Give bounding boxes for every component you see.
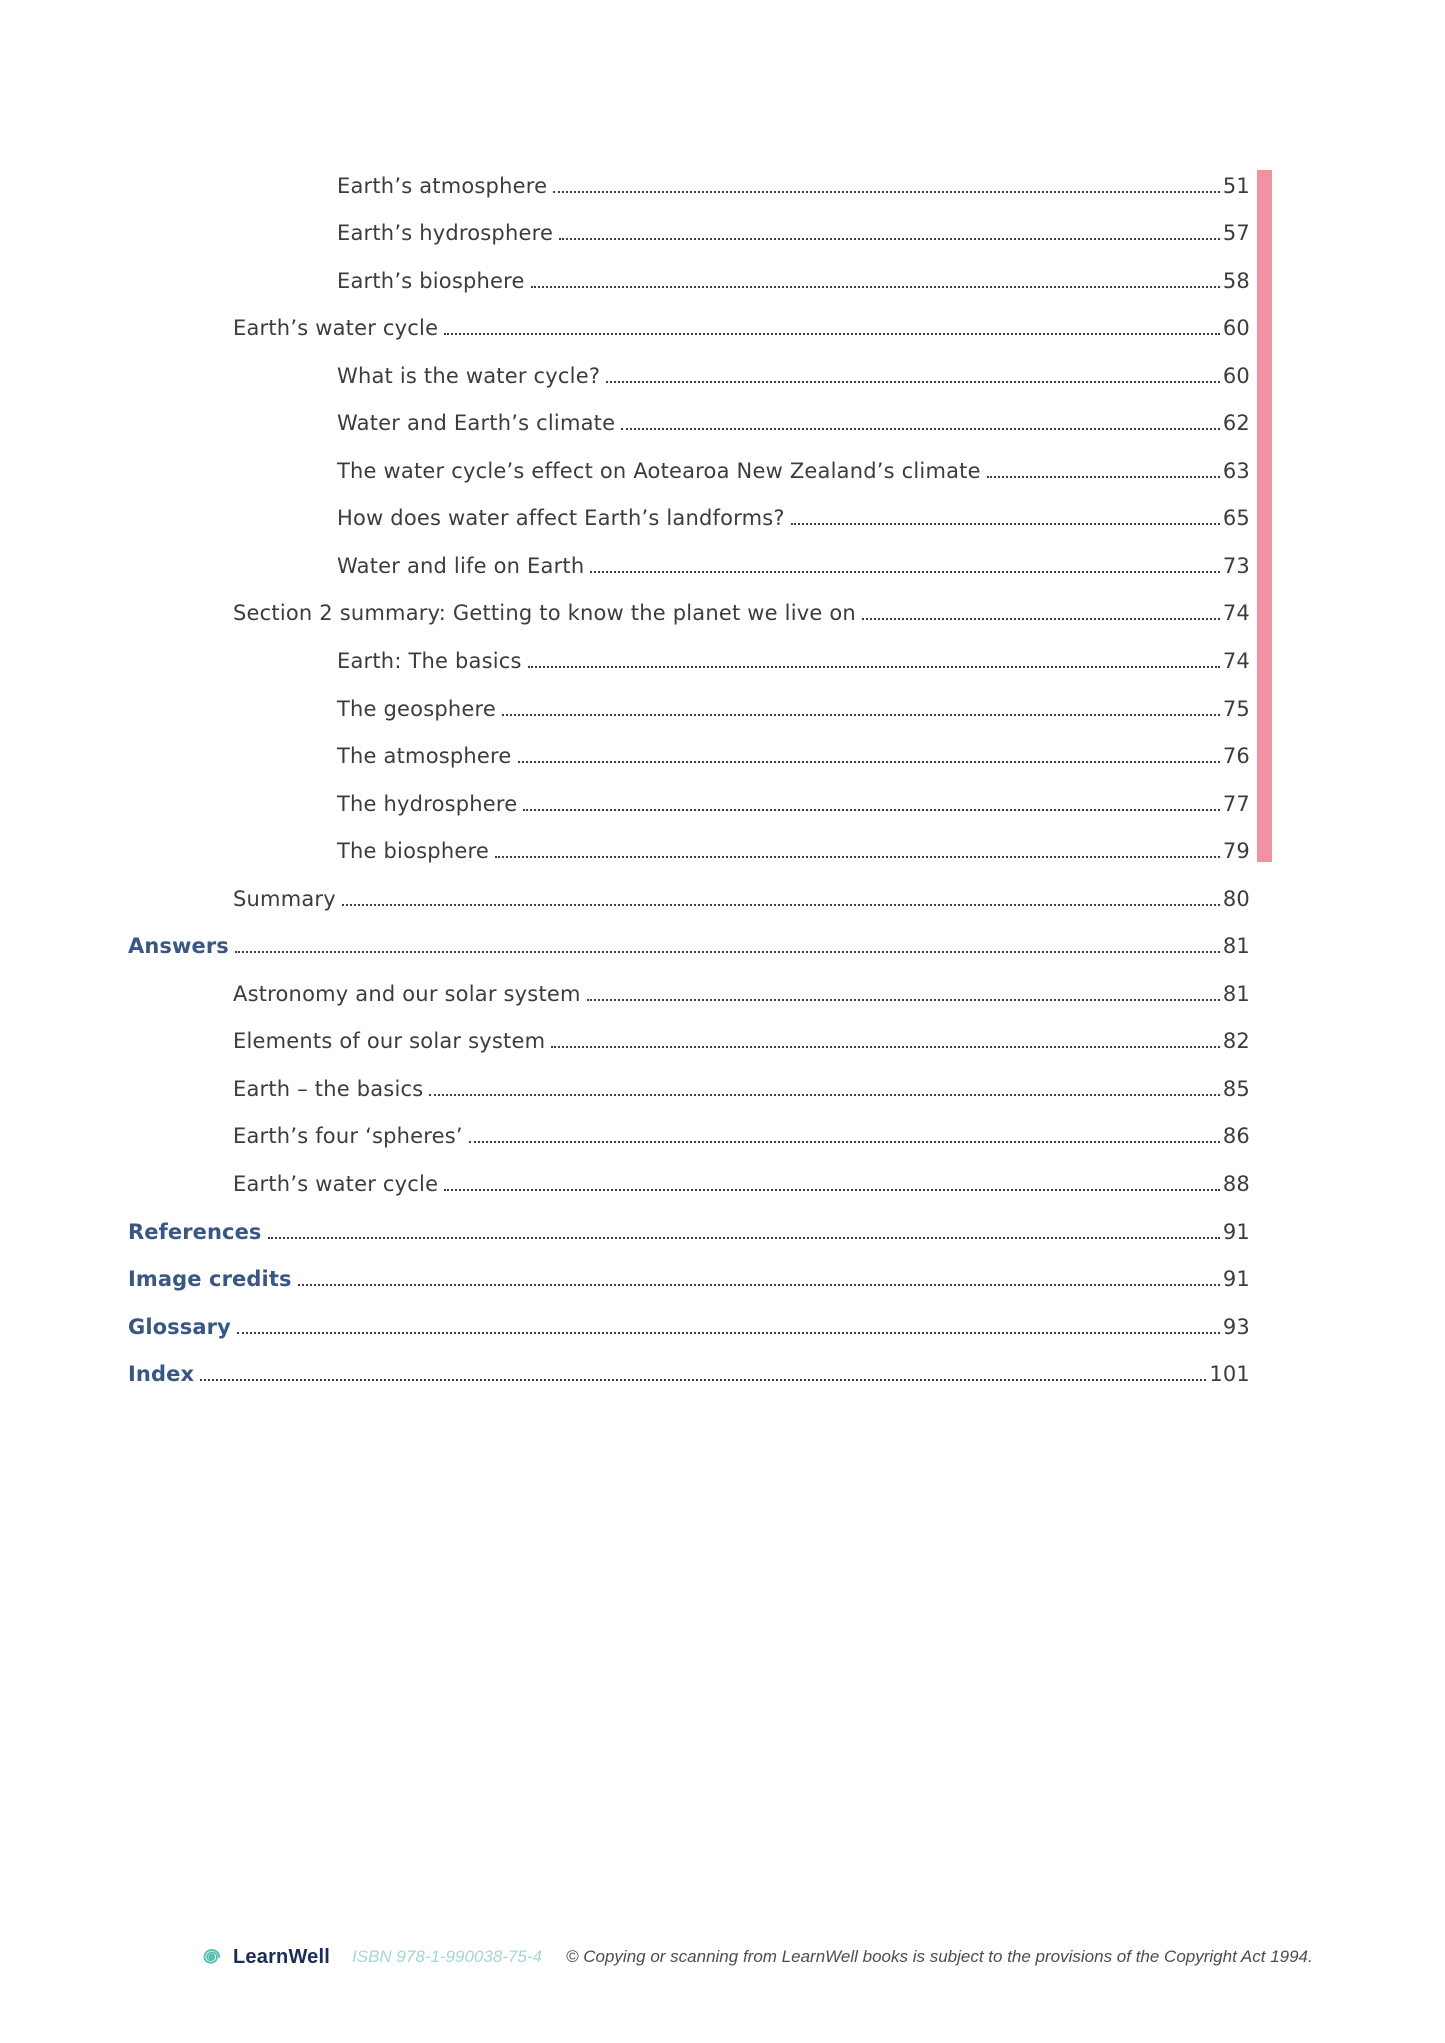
toc-entry-page-number: 51 xyxy=(1222,173,1250,198)
brand-name: LearnWell xyxy=(233,1945,331,1968)
toc-entry-label: Earth’s atmosphere xyxy=(337,173,548,198)
toc-row xyxy=(0,966,1250,1014)
dot-leader xyxy=(606,381,1220,383)
dot-leader xyxy=(429,1094,1220,1096)
toc-entry-label: The hydrosphere xyxy=(337,791,518,816)
dot-leader xyxy=(621,428,1220,430)
toc-row xyxy=(0,1299,1250,1347)
toc-entry-page-number: 63 xyxy=(1222,458,1250,483)
dot-leader xyxy=(235,951,1220,953)
dot-leader xyxy=(531,286,1220,288)
dot-leader xyxy=(587,999,1220,1001)
toc-entry-page-number: 91 xyxy=(1222,1267,1250,1292)
toc-entry-label: Image credits xyxy=(128,1267,292,1292)
toc-entry-label: Glossary xyxy=(128,1314,231,1339)
toc-entry-label: Earth’s hydrosphere xyxy=(337,221,554,246)
toc-entry-page-number: 73 xyxy=(1222,553,1250,578)
toc-entry-page-number: 74 xyxy=(1222,601,1250,626)
toc-entry-page-number: 91 xyxy=(1222,1219,1250,1244)
copyright-text: © Copying or scanning from LearnWell books is subject to the provisions of the Copyright Act 1994. xyxy=(565,1947,1313,1966)
toc-row xyxy=(0,919,1250,967)
toc-entry-page-number: 101 xyxy=(1209,1362,1250,1387)
toc-entry-page-number: 60 xyxy=(1222,316,1250,341)
dot-leader xyxy=(528,666,1220,668)
toc-entry-page-number: 58 xyxy=(1222,268,1250,293)
toc-entry-label: The biosphere xyxy=(337,839,489,864)
toc-entry-page-number: 65 xyxy=(1222,506,1250,531)
toc-entry-page-number: 88 xyxy=(1222,1172,1250,1197)
toc-row xyxy=(0,1109,1250,1157)
toc-entry-page-number: 86 xyxy=(1222,1124,1250,1149)
toc-entry-label: Summary xyxy=(233,886,336,911)
dot-leader xyxy=(523,809,1219,811)
dot-leader xyxy=(791,523,1220,525)
toc-entry-page-number: 57 xyxy=(1222,221,1250,246)
toc-row xyxy=(0,301,1250,349)
dot-leader xyxy=(518,761,1220,763)
toc-row xyxy=(0,253,1250,301)
toc-row xyxy=(0,1204,1250,1252)
toc-entry-page-number: 75 xyxy=(1222,696,1250,721)
section-accent-bar xyxy=(1257,170,1272,862)
toc-entry-page-number: 62 xyxy=(1222,411,1250,436)
toc-entry-label: How does water affect Earth’s landforms? xyxy=(337,506,785,531)
toc-entry-page-number: 74 xyxy=(1222,649,1250,674)
toc-entry-label: Astronomy and our solar system xyxy=(233,981,581,1006)
toc-entry-page-number: 60 xyxy=(1222,363,1250,388)
toc-row xyxy=(0,206,1250,254)
toc-entry-label: Earth’s water cycle xyxy=(233,1172,439,1197)
toc-row xyxy=(0,158,1250,206)
toc-row xyxy=(0,824,1250,872)
dot-leader xyxy=(862,618,1220,620)
toc-entry-page-number: 93 xyxy=(1222,1314,1250,1339)
toc-row xyxy=(0,776,1250,824)
dot-leader xyxy=(200,1379,1206,1381)
toc-entry-page-number: 81 xyxy=(1222,934,1250,959)
toc-list xyxy=(0,158,1250,1394)
toc-entry-label: Answers xyxy=(128,934,229,959)
toc-entry-page-number: 81 xyxy=(1222,981,1250,1006)
toc-row xyxy=(0,871,1250,919)
toc-entry-label: Elements of our solar system xyxy=(233,1029,546,1054)
toc-entry-page-number: 79 xyxy=(1222,839,1250,864)
toc-row xyxy=(0,729,1250,777)
toc-entry-label: The geosphere xyxy=(337,696,497,721)
dot-leader xyxy=(590,571,1220,573)
toc-entry-label: What is the water cycle? xyxy=(337,363,601,388)
dot-leader xyxy=(237,1332,1220,1334)
toc-row xyxy=(0,1252,1250,1300)
toc-entry-label: The water cycle’s effect on Aotearoa New Zealand’s climate xyxy=(337,458,981,483)
toc-entry-label: Earth’s water cycle xyxy=(233,316,439,341)
toc-entry-label: Earth’s biosphere xyxy=(337,268,525,293)
toc-entry-label: Earth’s four ‘spheres’ xyxy=(233,1124,463,1149)
toc-row xyxy=(0,396,1250,444)
toc-entry-page-number: 85 xyxy=(1222,1076,1250,1101)
toc-row xyxy=(0,1347,1250,1395)
toc-row xyxy=(0,538,1250,586)
dot-leader xyxy=(987,476,1220,478)
toc-entry-label: References xyxy=(128,1219,262,1244)
dot-leader xyxy=(268,1237,1220,1239)
toc-row xyxy=(0,348,1250,396)
toc-entry-label: Section 2 summary: Getting to know the planet we live on xyxy=(233,601,856,626)
toc-entry-label: Index xyxy=(128,1362,195,1387)
toc-row xyxy=(0,1014,1250,1062)
toc-entry-page-number: 80 xyxy=(1222,886,1250,911)
dot-leader xyxy=(469,1141,1220,1143)
toc-entry-page-number: 82 xyxy=(1222,1029,1250,1054)
toc-row xyxy=(0,491,1250,539)
dot-leader xyxy=(553,191,1220,193)
dot-leader xyxy=(444,333,1220,335)
toc-entry-label: Water and Earth’s climate xyxy=(337,411,616,436)
toc-entry-page-number: 76 xyxy=(1222,744,1250,769)
isbn-text: ISBN 978-1-990038-75-4 xyxy=(352,1947,542,1966)
toc-entry-label: Earth – the basics xyxy=(233,1076,424,1101)
toc-row xyxy=(0,443,1250,491)
toc-entry-label: Earth: The basics xyxy=(337,649,522,674)
spiral-icon xyxy=(198,1944,224,1970)
toc-entry-page-number: 77 xyxy=(1222,791,1250,816)
dot-leader xyxy=(298,1284,1220,1286)
toc-row xyxy=(0,1156,1250,1204)
toc-entry-label: Water and life on Earth xyxy=(337,553,585,578)
dot-leader xyxy=(495,856,1220,858)
dot-leader xyxy=(559,238,1220,240)
dot-leader xyxy=(551,1046,1220,1048)
toc-row xyxy=(0,586,1250,634)
footer xyxy=(198,1942,1313,1972)
dot-leader xyxy=(502,714,1220,716)
dot-leader xyxy=(342,904,1220,906)
toc-row xyxy=(0,633,1250,681)
toc-row xyxy=(0,1061,1250,1109)
toc-row xyxy=(0,681,1250,729)
dot-leader xyxy=(444,1189,1220,1191)
toc-entry-label: The atmosphere xyxy=(337,744,512,769)
